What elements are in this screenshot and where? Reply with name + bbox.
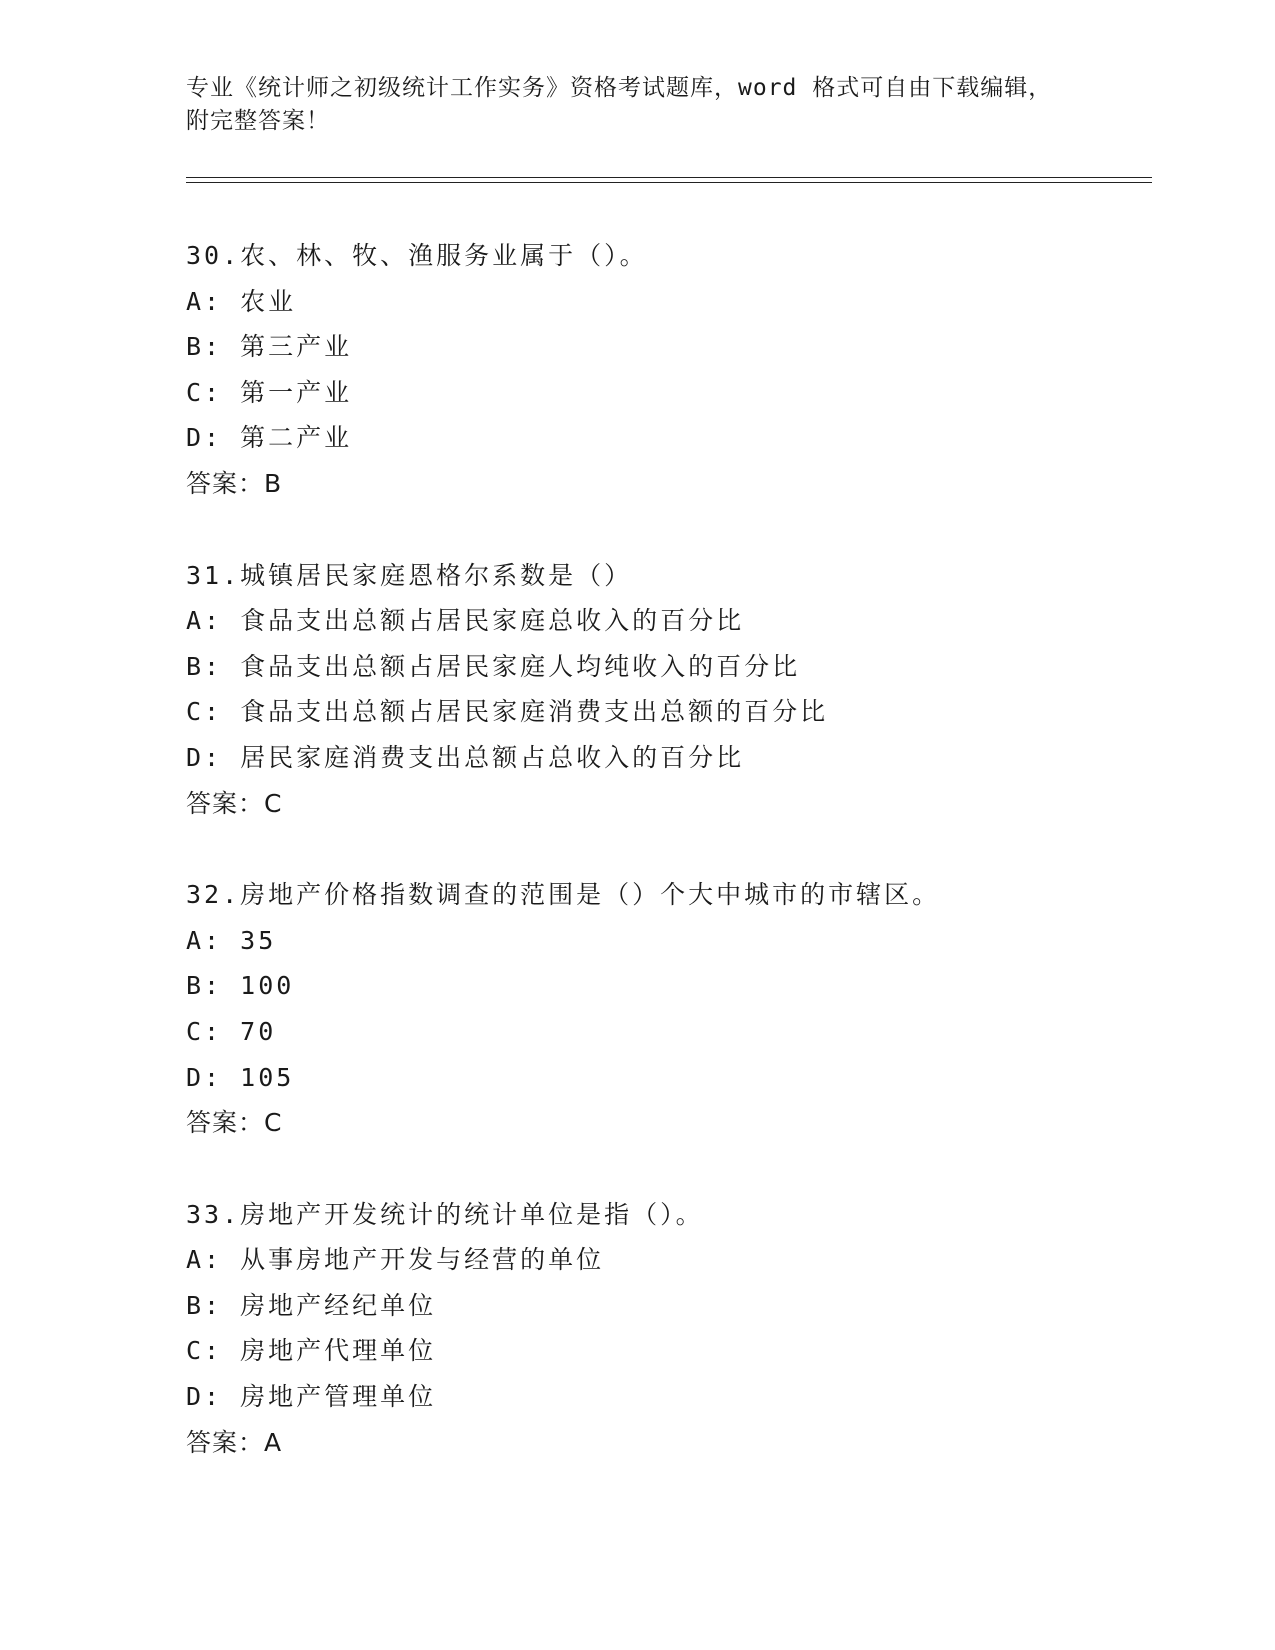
- question-spacer: [186, 826, 1146, 872]
- option-d: D: 第二产业: [186, 423, 353, 453]
- option-a: A: 从事房地产开发与经营的单位: [186, 1245, 605, 1275]
- question-spacer: [186, 1146, 1146, 1192]
- answer: 答案：C: [186, 788, 283, 818]
- answer: 答案：B: [186, 468, 283, 498]
- option-a: A: 35: [186, 925, 277, 955]
- question-stem: 31.城镇居民家庭恩格尔系数是（）: [186, 560, 633, 590]
- option-b: B: 第三产业: [186, 332, 353, 362]
- question-list: [186, 233, 1146, 1465]
- header-line-1: 专业《统计师之初级统计工作实务》资格考试题库，word 格式可自由下载编辑，: [186, 75, 1053, 101]
- option-b: B: 食品支出总额占居民家庭人均纯收入的百分比: [186, 651, 801, 681]
- option-a: A: 食品支出总额占居民家庭总收入的百分比: [186, 606, 745, 636]
- answer: 答案：A: [186, 1427, 283, 1457]
- question-30: [186, 233, 1146, 507]
- option-d: D: 房地产管理单位: [186, 1382, 437, 1412]
- header-divider-top: [186, 177, 1152, 178]
- question-stem: 32.房地产价格指数调查的范围是（）个大中城市的市辖区。: [186, 880, 941, 910]
- option-b: B: 100: [186, 971, 295, 1001]
- question-32: [186, 872, 1146, 1146]
- option-d: D: 居民家庭消费支出总额占总收入的百分比: [186, 742, 745, 772]
- question-spacer: [186, 507, 1146, 553]
- document-header: [186, 72, 1086, 138]
- option-c: C: 房地产代理单位: [186, 1336, 437, 1366]
- option-d: D: 105: [186, 1062, 295, 1092]
- question-33: [186, 1192, 1146, 1466]
- option-c: C: 食品支出总额占居民家庭消费支出总额的百分比: [186, 697, 829, 727]
- header-line-2: 附完整答案！: [186, 108, 330, 134]
- option-c: C: 70: [186, 1016, 277, 1046]
- header-divider-bottom: [186, 182, 1152, 183]
- question-stem: 33.房地产开发统计的统计单位是指（）。: [186, 1199, 704, 1229]
- answer: 答案：C: [186, 1108, 283, 1138]
- question-31: [186, 553, 1146, 827]
- option-c: C: 第一产业: [186, 377, 353, 407]
- option-b: B: 房地产经纪单位: [186, 1290, 437, 1320]
- option-a: A: 农业: [186, 286, 297, 316]
- question-stem: 30.农、林、牧、渔服务业属于（）。: [186, 241, 648, 270]
